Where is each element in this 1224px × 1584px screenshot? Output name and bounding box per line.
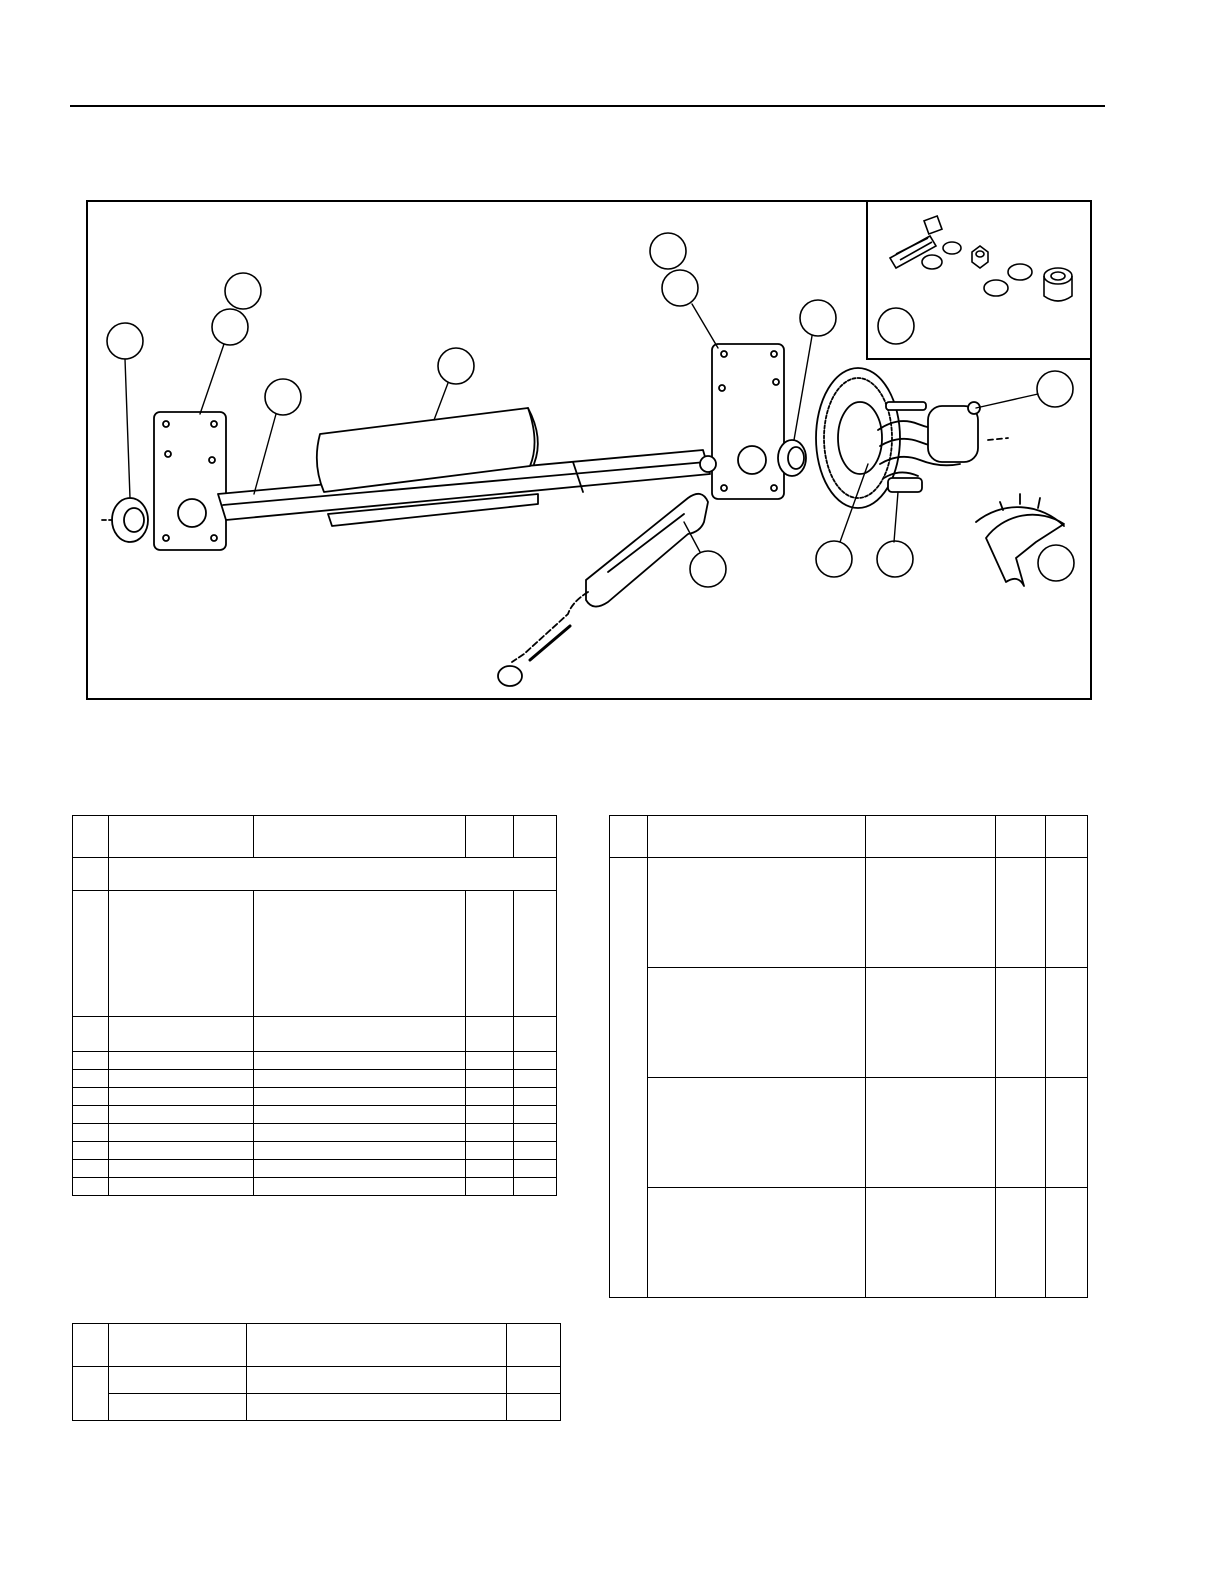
table-cell xyxy=(466,1052,514,1070)
table-cell xyxy=(73,858,109,891)
table-cell xyxy=(1046,816,1088,858)
table-cell xyxy=(466,1142,514,1160)
table-cell xyxy=(866,858,996,968)
header-rule xyxy=(70,105,1105,107)
table-cell xyxy=(466,1160,514,1178)
table-cell xyxy=(514,1106,557,1124)
table-cell xyxy=(109,1124,254,1142)
table-cell xyxy=(466,816,514,858)
hitch-pin-with-chain xyxy=(498,494,708,686)
table-cell xyxy=(254,1017,466,1052)
table-cell xyxy=(466,1106,514,1124)
table-cell xyxy=(514,816,557,858)
table-cell xyxy=(996,816,1046,858)
table-cell xyxy=(73,1052,109,1070)
table-cell xyxy=(109,1394,247,1421)
table-cell xyxy=(996,968,1046,1078)
table-cell xyxy=(996,1078,1046,1188)
table-cell xyxy=(109,1106,254,1124)
table-cell xyxy=(247,1324,507,1367)
table-cell xyxy=(109,1178,254,1196)
parts-table-left xyxy=(72,815,557,1196)
table-cell xyxy=(254,1124,466,1142)
table-cell xyxy=(507,1324,561,1367)
table-cell xyxy=(247,1367,507,1394)
table-cell xyxy=(109,1070,254,1088)
table-cell xyxy=(866,816,996,858)
table-cell xyxy=(514,891,557,1017)
bushing xyxy=(778,440,806,476)
parts-table-right xyxy=(609,815,1088,1298)
table-cell xyxy=(109,1088,254,1106)
table-cell xyxy=(73,1017,109,1052)
parts-table-lower xyxy=(72,1323,561,1421)
table-cell xyxy=(247,1394,507,1421)
table-cell xyxy=(514,1088,557,1106)
table-cell xyxy=(610,816,648,858)
table-cell xyxy=(466,1178,514,1196)
table-cell xyxy=(73,816,109,858)
table-cell xyxy=(73,891,109,1017)
table-cell xyxy=(109,1367,247,1394)
table-cell xyxy=(109,891,254,1017)
table-cell xyxy=(466,1124,514,1142)
table-cell xyxy=(507,1394,561,1421)
table-cell xyxy=(514,1178,557,1196)
table-cell xyxy=(466,1070,514,1088)
table-cell xyxy=(254,1088,466,1106)
table-cell xyxy=(73,1178,109,1196)
table-cell xyxy=(1046,1078,1088,1188)
table-cell xyxy=(514,1070,557,1088)
table-cell xyxy=(996,1188,1046,1298)
table-cell xyxy=(73,1124,109,1142)
left-mounting-plate xyxy=(154,412,226,550)
table-cell xyxy=(648,1188,866,1298)
table-cell xyxy=(514,1052,557,1070)
table-cell xyxy=(254,1070,466,1088)
right-mounting-plate xyxy=(700,344,784,499)
table-cell xyxy=(996,858,1046,968)
table-cell xyxy=(109,1052,254,1070)
hardware-kit-drawing xyxy=(868,202,1090,356)
table-cell xyxy=(73,1070,109,1088)
table-cell xyxy=(514,1017,557,1052)
table-cell xyxy=(514,1124,557,1142)
hardware-kit-inset xyxy=(866,202,1092,360)
table-cell xyxy=(514,1142,557,1160)
table-cell xyxy=(866,968,996,1078)
table-cell xyxy=(254,891,466,1017)
table-cell xyxy=(109,858,557,891)
table-cell xyxy=(109,1017,254,1052)
table-cell xyxy=(1046,858,1088,968)
table-cell xyxy=(610,858,648,1298)
table-cell xyxy=(514,1160,557,1178)
table-cell xyxy=(254,816,466,858)
table-cell xyxy=(73,1367,109,1421)
table-cell xyxy=(109,816,254,858)
table-cell xyxy=(73,1088,109,1106)
table-cell xyxy=(648,1078,866,1188)
table-cell xyxy=(109,1324,247,1367)
table-cell xyxy=(109,1160,254,1178)
table-cell xyxy=(73,1106,109,1124)
table-cell xyxy=(254,1106,466,1124)
table-cell xyxy=(466,1017,514,1052)
table-cell xyxy=(73,1324,109,1367)
table-cell xyxy=(1046,1188,1088,1298)
table-cell xyxy=(254,1178,466,1196)
table-cell xyxy=(866,1078,996,1188)
table-cell xyxy=(466,1088,514,1106)
table-cell xyxy=(648,968,866,1078)
table-cell xyxy=(866,1188,996,1298)
table-cell xyxy=(1046,968,1088,1078)
table-cell xyxy=(73,1142,109,1160)
table-cell xyxy=(254,1052,466,1070)
gear-and-spring xyxy=(816,368,1008,508)
exploded-view-figure xyxy=(86,200,1092,700)
left-knob xyxy=(102,498,148,542)
table-cell xyxy=(109,1142,254,1160)
table-cell xyxy=(648,858,866,968)
table-cell xyxy=(254,1142,466,1160)
table-cell xyxy=(73,1160,109,1178)
table-cell xyxy=(648,816,866,858)
table-cell xyxy=(507,1367,561,1394)
table-cell xyxy=(466,891,514,1017)
table-cell xyxy=(254,1160,466,1178)
